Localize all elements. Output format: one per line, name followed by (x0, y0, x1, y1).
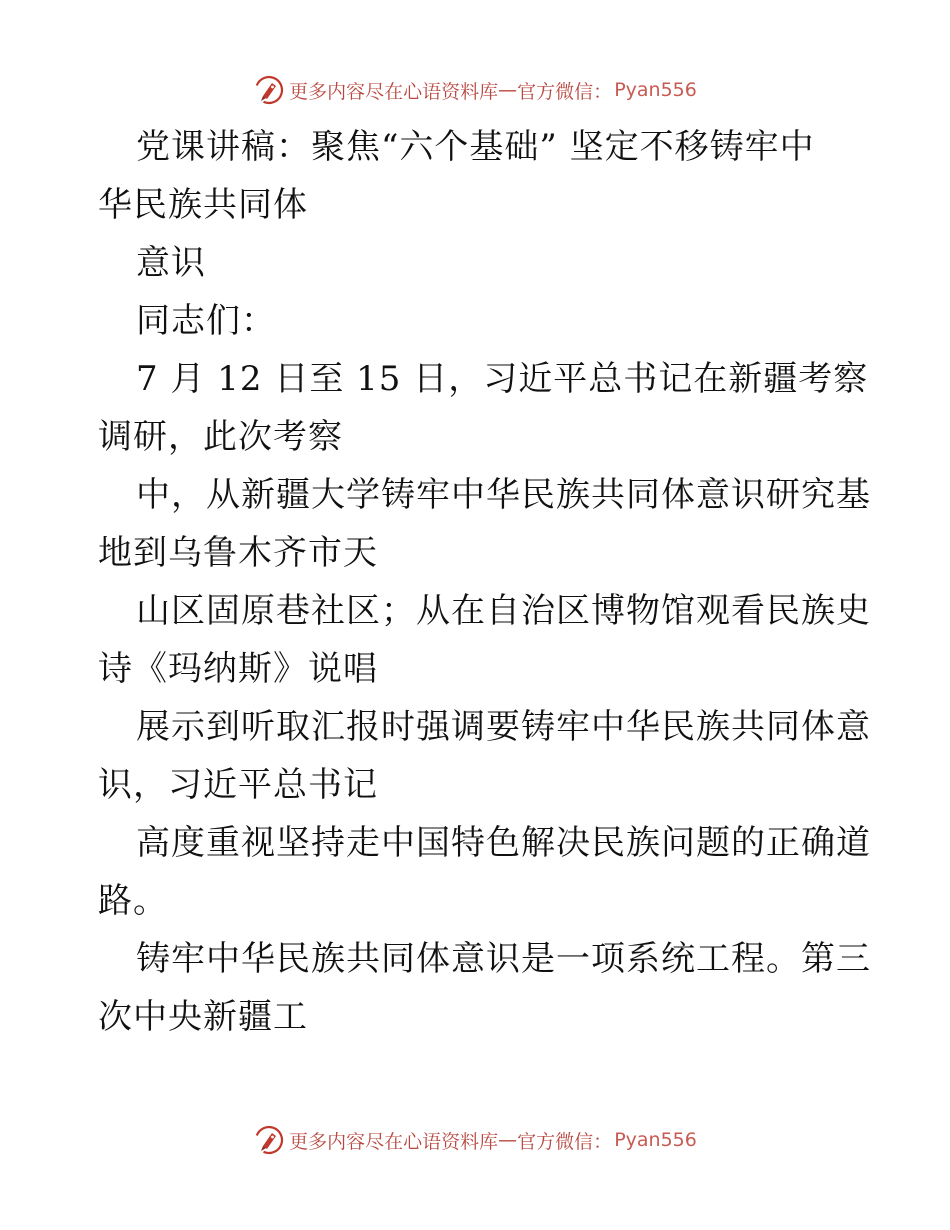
document-body (98, 118, 871, 1046)
banner-official-label: 官方微信： (517, 1130, 613, 1153)
footer-watermark-banner (0, 1120, 950, 1160)
banner-separator: — (498, 79, 518, 101)
pen-nib-logo-icon (253, 1124, 285, 1156)
document-text-line: 铸牢中华民族共同体意识是一项系统工程。第三 (136, 939, 871, 979)
document-text-line: 地到乌鲁木齐市天 (98, 533, 378, 573)
banner-main-text: 更多内容尽在心语资料库 (289, 1130, 499, 1153)
banner-account-id: Pyan556 (614, 79, 697, 101)
banner-account-id: Pyan556 (614, 1129, 697, 1151)
document-text-line: 党课讲稿：聚焦“六个基础” 坚定不移铸牢中 (136, 127, 815, 167)
document-text-line: 华民族共同体 (98, 185, 308, 225)
document-text-line: 识，习近平总书记 (98, 765, 378, 805)
banner-separator: — (498, 1129, 518, 1151)
banner-official-label: 官方微信： (517, 80, 613, 103)
document-text-line: 路。 (98, 881, 168, 921)
document-text-line: 诗《玛纳斯》说唱 (98, 649, 378, 689)
document-text-line: 意识 (136, 243, 206, 283)
document-text-line: 高度重视坚持走中国特色解决民族问题的正确道 (136, 823, 871, 863)
header-watermark-banner (0, 70, 950, 110)
document-text-line: 展示到听取汇报时强调要铸牢中华民族共同体意 (136, 707, 871, 747)
banner-main-text: 更多内容尽在心语资料库 (289, 80, 499, 103)
document-text-line: 调研，此次考察 (98, 417, 343, 457)
document-text-line: 中，从新疆大学铸牢中华民族共同体意识研究基 (136, 475, 871, 515)
pen-nib-logo-icon (253, 74, 285, 106)
document-text-line: 同志们： (136, 301, 276, 341)
document-text-line: 次中央新疆工 (98, 997, 308, 1037)
document-text-line: 山区固原巷社区；从在自治区博物馆观看民族史 (136, 591, 871, 631)
document-text-line: 7 月 12 日至 15 日，习近平总书记在新疆考察 (136, 359, 869, 399)
